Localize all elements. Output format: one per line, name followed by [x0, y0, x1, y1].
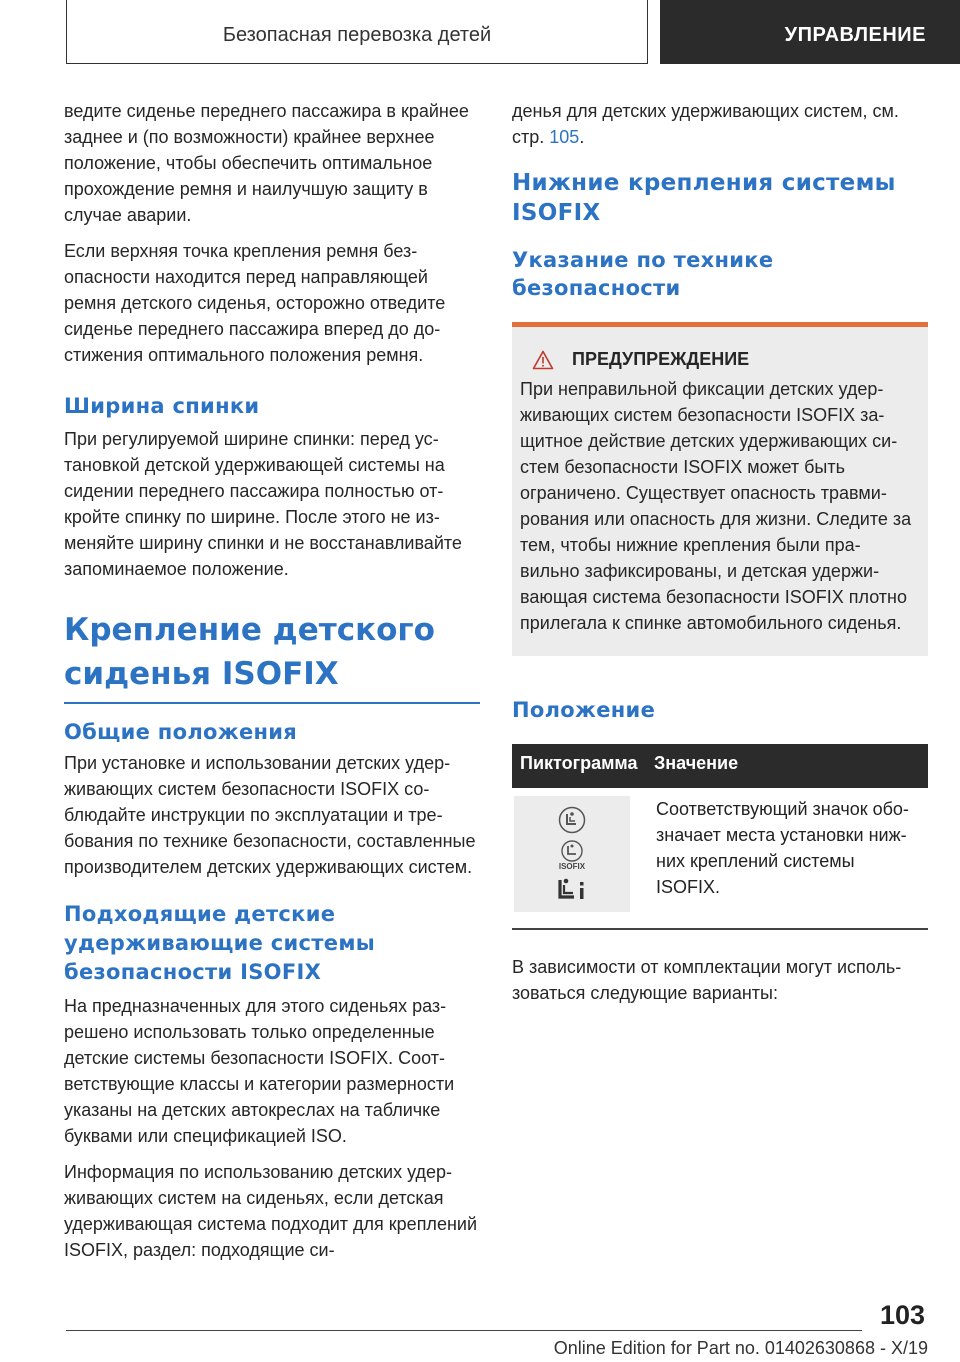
table-header-meaning: Значение	[646, 744, 928, 788]
warning-text: При неправильной фиксации детских удерживающих систем безопасности ISOFIX защитное действие детских удерживающих систем безопасности ISOFIX может быть ограничено. Существует опасность травмирования или опасность для жизни. Следите за тем, чтобы нижние крепления были правильно зафиксированы, и детская удерживающая система безопасности ISOFIX плотно прилегала к спинке автомобильного сиденья.	[520, 379, 912, 633]
right-column	[512, 98, 928, 1016]
isofix-seat-icon	[556, 806, 588, 834]
heading-backrest-width: Ширина спинки	[64, 394, 260, 418]
paragraph: При установке и использовании детских удерживающих систем безопасности ISOFIX соблюдайте инструкции по эксплуатации и требования по технике безопасности, составленные производителем детских удерживающих систем.	[64, 753, 476, 877]
paragraph: При регулируемой ширине спинки: перед установкой детской удерживающей системы на сидении переднего пассажира полностью откройте спинку по ширине. После этого не изменяйте ширину спинки и не восстанавливайте запоминаемое положение.	[64, 429, 462, 579]
paragraph: денья для детских удерживающих систем, см. стр. 105.	[512, 101, 899, 147]
isofix-info-icon	[552, 877, 592, 903]
table-header-row	[512, 744, 928, 788]
table-bottom-rule	[512, 928, 928, 930]
paragraph: В зависимости от комплектации могут использоваться следующие варианты:	[512, 956, 902, 1003]
heading-position: Положение	[512, 698, 656, 722]
heading-lower-anchors: Нижние крепления системы ISOFIX	[512, 170, 896, 226]
heading-isofix-mounting: Крепление детского сиденья ISOFIX	[64, 612, 435, 692]
page-reference-link[interactable]: 105	[549, 127, 580, 147]
footer-edition: Online Edition for Part no. 01402630868 - X/19	[553, 1338, 928, 1358]
heading-safety-note: Указание по технике безопасности	[512, 248, 774, 300]
warning-triangle-icon	[532, 350, 554, 370]
isofix-icons	[514, 796, 630, 912]
heading-general: Общие положения	[64, 720, 298, 744]
table-cell-icons	[512, 788, 646, 928]
warning-box	[512, 327, 928, 656]
warning-title: ПРЕДУПРЕЖДЕНИЕ	[520, 349, 914, 370]
paragraph: ведите сиденье переднего пассажира в крайнее заднее и (по возможности) крайнее верхнее положение, чтобы обеспечить оптимальное прохождение ремня и наилучшую защиту в случае аварии.	[64, 101, 469, 225]
paragraph: На предназначенных для этого сиденьях разрешено использовать только определенные детские системы безопасности ISOFIX. Соответствующие классы и категории размерности указаны на детских автокреслах на табличке буквами или спецификацией ISO.	[64, 996, 455, 1146]
left-column	[64, 98, 480, 1273]
paragraph: Если верхняя точка крепления ремня безопасности находится перед направляющей ремня детского сиденья, осторожно отведите сиденье переднего пассажира вперед до достижения оптимального положения ремня.	[64, 241, 446, 365]
page-number: 103	[880, 1300, 926, 1330]
heading-suitable-systems: Подходящие детские удерживающие системы безопасности ISOFIX	[64, 902, 376, 984]
heading-divider	[64, 702, 480, 704]
pictogram-table	[512, 744, 928, 928]
paragraph: Информация по использованию детских удерживающих систем на сиденьях, если детская удерживающая система подходит для креплений ISOFIX, раздел: подходящие си-	[64, 1162, 477, 1260]
footer-divider	[66, 1330, 862, 1331]
table-cell-meaning: Соответствующий значок обозначает места установки нижних креплений системы ISOFIX.	[656, 799, 909, 897]
header-chapter-title: УПРАВЛЕНИЕ	[660, 0, 960, 64]
isofix-labeled-icon: ISOFIX	[559, 840, 585, 871]
table-header-pictogram: Пиктограмма	[512, 744, 646, 788]
header-section-title: Безопасная перевозка детей	[222, 24, 492, 46]
table-row	[512, 788, 928, 928]
